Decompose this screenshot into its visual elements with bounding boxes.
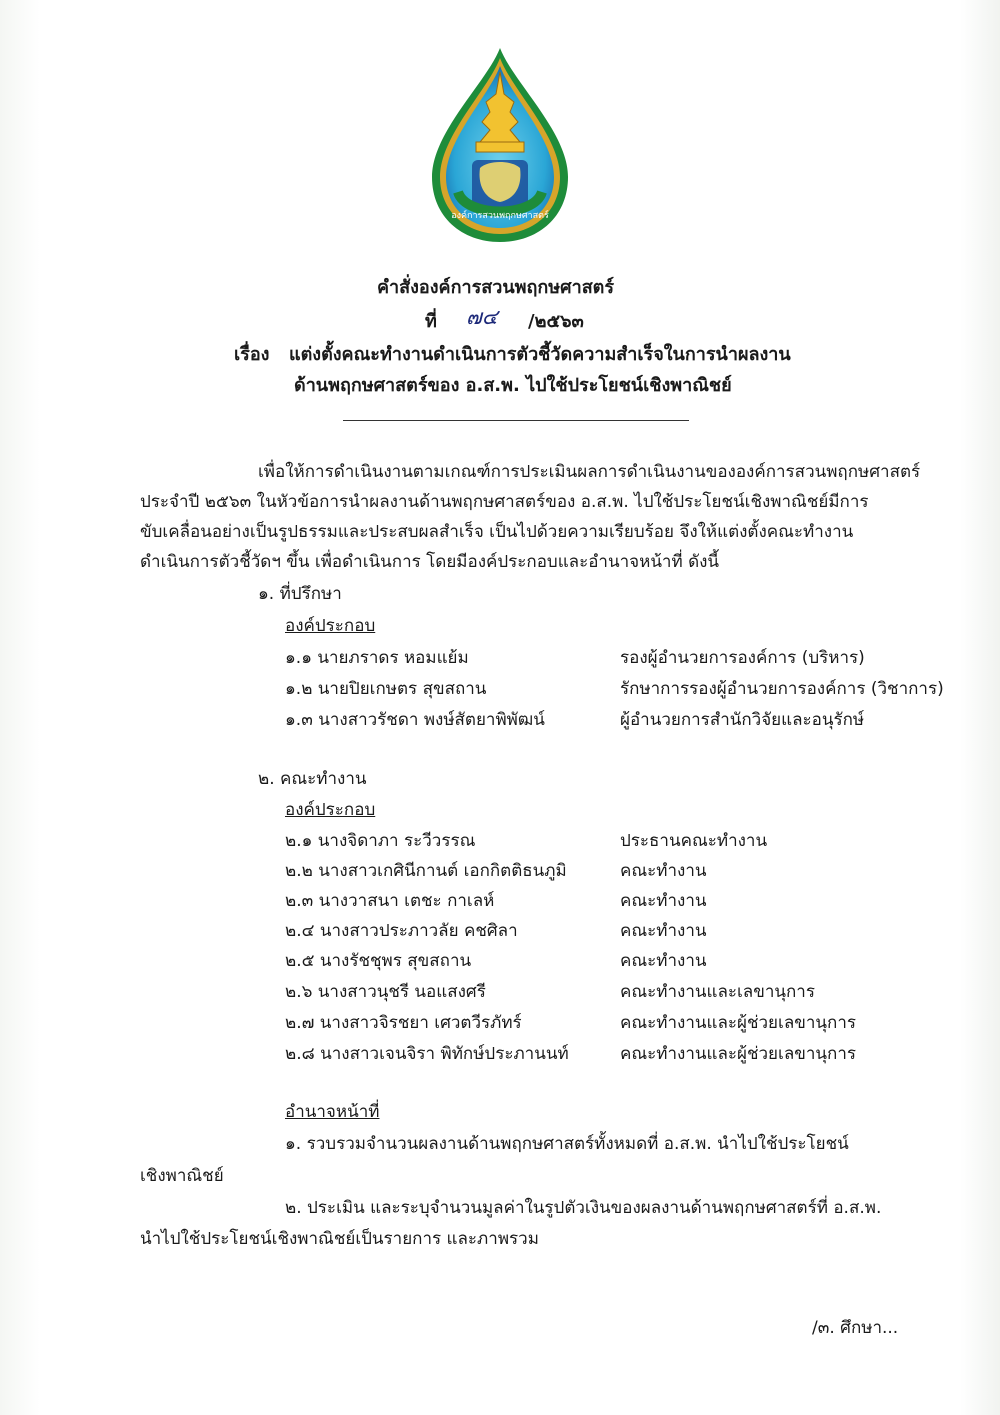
- member-role: คณะทำงานและผู้ช่วยเลขานุการ: [620, 1013, 856, 1033]
- section2-composition-label: องค์ประกอบ: [285, 800, 376, 820]
- member-name: ๒.๑ นางจิดาภา ระวีวรรณ: [285, 831, 476, 851]
- member-name: ๒.๕ นางรัชชุพร สุขสถาน: [285, 951, 472, 971]
- member-name: ๒.๘ นางสาวเจนจิรา พิทักษ์ประภานนท์: [285, 1044, 569, 1064]
- advisor-name: ๑.๒ นายปิยเกษตร สุขสถาน: [285, 679, 487, 699]
- member-name: ๒.๔ นางสาวประภาวลัย คชศิลา: [285, 921, 518, 941]
- subject-line-1: แต่งตั้งคณะทำงานดำเนินการตัวชี้วัดความสำเร็จในการนำผลงาน: [289, 344, 791, 365]
- continuation-marker: /๓. ศึกษา...: [812, 1318, 899, 1338]
- member-role: ประธานคณะทำงาน: [620, 831, 768, 851]
- duty-1-line-1: ๑. รวบรวมจำนวนผลงานด้านพฤกษศาสตร์ทั้งหมดที่ อ.ส.พ. นำไปใช้ประโยชน์: [285, 1134, 849, 1154]
- subject-line-2: ด้านพฤกษศาสตร์ของ อ.ส.พ. ไปใช้ประโยชน์เชิงพาณิชย์: [294, 375, 732, 396]
- order-number-prefix: ที่: [425, 311, 437, 332]
- member-name: ๒.๒ นางสาวเกศินีกานต์ เอกกิตติธนภูมิ: [285, 861, 567, 881]
- section1-heading: ๑. ที่ปรึกษา: [258, 584, 342, 604]
- member-name: ๒.๗ นางสาวจิรชยา เศวตวีรภัทร์: [285, 1013, 522, 1033]
- duty-2-line-1: ๒. ประเมิน และระบุจำนวนมูลค่าในรูปตัวเงินของผลงานด้านพฤกษศาสตร์ที่ อ.ส.พ.: [285, 1198, 882, 1218]
- intro-line-2: ประจำปี ๒๕๖๓ ในหัวข้อการนำผลงานด้านพฤกษศาสตร์ของ อ.ส.พ. ไปใช้ประโยชน์เชิงพาณิชย์มีการ: [140, 492, 869, 512]
- member-name: ๒.๖ นางสาวนุชรี นอแสงศรี: [285, 982, 486, 1002]
- order-number-year: /๒๕๖๓: [528, 311, 584, 332]
- member-role: คณะทำงานและผู้ช่วยเลขานุการ: [620, 1044, 856, 1064]
- intro-line-1: เพื่อให้การดำเนินงานตามเกณฑ์การประเมินผลการดำเนินงานขององค์การสวนพฤกษศาสตร์: [258, 462, 921, 482]
- subject-label: เรื่อง: [234, 344, 270, 365]
- organization-logo: [418, 42, 582, 248]
- order-title: คำสั่งองค์การสวนพฤกษศาสตร์: [377, 277, 615, 298]
- section1-composition-label: องค์ประกอบ: [285, 616, 376, 636]
- advisor-name: ๑.๑ นายภราดร หอมแย้ม: [285, 648, 469, 668]
- advisor-role: ผู้อำนวยการสำนักวิจัยและอนุรักษ์: [620, 710, 865, 730]
- section2-heading: ๒. คณะทำงาน: [258, 769, 367, 789]
- member-role: คณะทำงาน: [620, 861, 707, 881]
- intro-line-3: ขับเคลื่อนอย่างเป็นรูปธรรมและประสบผลสำเร็จ เป็นไปด้วยความเรียบร้อย จึงให้แต่งตั้งคณะทำงาน: [140, 522, 854, 542]
- member-role: คณะทำงานและเลขานุการ: [620, 982, 815, 1002]
- member-name: ๒.๓ นางวาสนา เตชะ กาเลห์: [285, 891, 495, 911]
- duty-2-line-2: นำไปใช้ประโยชน์เชิงพาณิชย์เป็นรายการ และภาพรวม: [140, 1229, 539, 1249]
- member-role: คณะทำงาน: [620, 951, 707, 971]
- logo-text: องค์การสวนพฤกษศาสตร์: [451, 211, 549, 221]
- member-role: คณะทำงาน: [620, 921, 707, 941]
- advisor-role: รักษาการรองผู้อำนวยการองค์การ (วิชาการ): [620, 679, 944, 699]
- member-role: คณะทำงาน: [620, 891, 707, 911]
- duty-1-line-2: เชิงพาณิชย์: [140, 1166, 224, 1186]
- order-number-handwritten: ๗๔: [466, 305, 498, 329]
- header-divider: [343, 420, 689, 421]
- advisor-name: ๑.๓ นางสาวรัชดา พงษ์สัตยาพิพัฒน์: [285, 710, 545, 730]
- advisor-role: รองผู้อำนวยการองค์การ (บริหาร): [620, 648, 865, 668]
- duties-heading: อำนาจหน้าที่: [285, 1102, 380, 1122]
- intro-line-4: ดำเนินการตัวชี้วัดฯ ขึ้น เพื่อดำเนินการ โดยมีองค์ประกอบและอำนาจหน้าที่ ดังนี้: [140, 552, 720, 572]
